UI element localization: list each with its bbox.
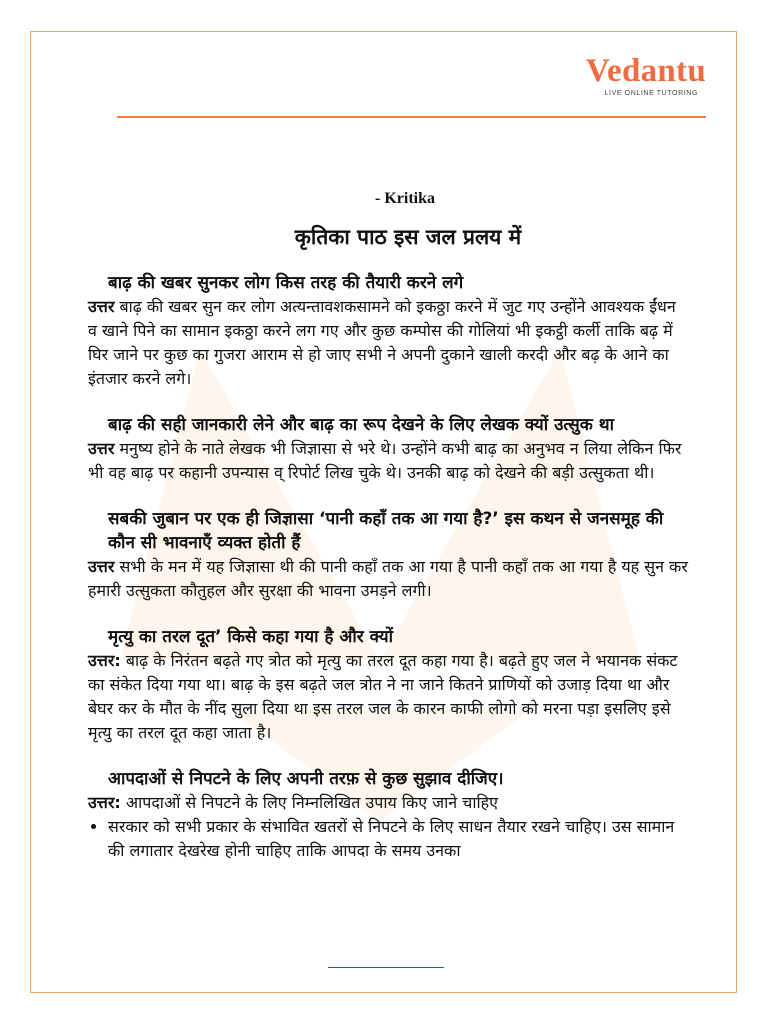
qa-item: [88, 413, 688, 485]
document-title: कृतिका पाठ इस जल प्रलय में: [294, 225, 522, 249]
vedantu-logo: [536, 55, 706, 105]
suggestion-list: [88, 815, 688, 863]
question-text: मृत्यु का तरल दूत’ किसे कहा गया है और क्यों: [108, 627, 394, 647]
subject-label: - Kritika: [375, 190, 435, 207]
answer-label: उत्तर: [88, 557, 115, 576]
logo-wordmark: Vedantu: [585, 53, 706, 89]
answer-paragraph: [88, 295, 688, 391]
qa-item: [88, 625, 688, 745]
answer-label: उत्तर: [88, 439, 115, 458]
document-body: [88, 190, 688, 885]
qa-item: [88, 767, 688, 863]
answer-label: उत्तर: [88, 297, 115, 316]
answer-paragraph: [88, 649, 688, 745]
question-text: बाढ़ की सही जानकारी लेने और बाढ़ का रूप देखने के लिए लेखक क्यों उत्सुक था: [108, 415, 615, 435]
answer-paragraph: [88, 437, 688, 485]
answer-paragraph: [88, 555, 688, 603]
footer-link[interactable]: [328, 967, 444, 968]
qa-item: [88, 271, 688, 391]
question-text: सबकी जुबान पर एक ही जिज्ञासा ‘पानी कहाँ तक आ गया है?’ इस कथन से जनसमूह की कौन सी भावनाएँ व्यक्त होती हैं: [108, 509, 664, 553]
question-text: बाढ़ की खबर सुनकर लोग किस तरह की तैयारी करने लगे: [108, 273, 464, 293]
answer-label: उत्तर:: [88, 651, 121, 670]
qa-item: [88, 507, 688, 603]
logo-tagline: LIVE ONLINE TUTORING: [604, 90, 698, 97]
answer-text: सभी के मन में यह जिज्ञासा थी की पानी कहाँ तक आ गया है पानी कहाँ तक आ गया है यह सुन कर हमारी उत्सुकता कौतुहल और सुरक्षा की भावना उमड़ने लगी।: [88, 557, 688, 600]
answer-label: उत्तर:: [88, 793, 121, 812]
header-divider: [117, 116, 706, 118]
answer-text: बाढ़ की खबर सुन कर लोग अत्यन्तावशकसामने को इकठ्ठा करने में जुट गए उन्होंने आवश्यक ईंधन व खाने पिने का सामान इकठ्ठा करने लग गए और कुछ कम्पोस की गोलियां भी इकट्ठी कर्ली ताकि बढ़ में घिर जाने पर कुछ का गुजरा आराम से हो जाए सभी ने अपनी दुकाने खाली करदी और बढ़ के आने का इंतजार करने लगे।: [88, 297, 676, 388]
answer-paragraph: [88, 791, 688, 815]
answer-text: बाढ़ के निरंतन बढ़ते गए त्रोत को मृत्यु का तरल दूत कहा गया है। बढ़ते हुए जल ने भयानक संकट का संकेत दिया गया था। बाढ़ के इस बढ़ते जल त्रोत ने ना जाने कितने प्राणियों को उजाड़ दिया था और बेघर कर के मौत के नींद सुला दिया था इस तरल जल के कारन काफी लोगो को मरना पड़ा इसलिए इसे मृत्यु का तरल दूत कहा जाता है।: [88, 651, 678, 742]
answer-text: आपदाओं से निपटने के लिए निम्नलिखित उपाय किए जाने चाहिए: [125, 793, 498, 812]
answer-text: मनुष्य होने के नाते लेखक भी जिज्ञासा से भरे थे। उन्होंने कभी बाढ़ का अनुभव न लिया लेकिन फिर भी वह बाढ़ पर कहानी उपन्यास व् रिपोर्ट लिख चुके थे। उनकी बाढ़ को देखने की बड़ी उत्सुकता थी।: [88, 439, 682, 482]
question-text: आपदाओं से निपटने के लिए अपनी तरफ़ से कुछ सुझाव दीजिए।: [108, 769, 504, 789]
suggestion-item: • सरकार को सभी प्रकार के संभावित खतरों से निपटने के लिए साधन तैयार रखने चाहिए। उस सामान की लगातार देखरेख होनी चाहिए ताकि आपदा के समय उनका: [108, 815, 688, 863]
